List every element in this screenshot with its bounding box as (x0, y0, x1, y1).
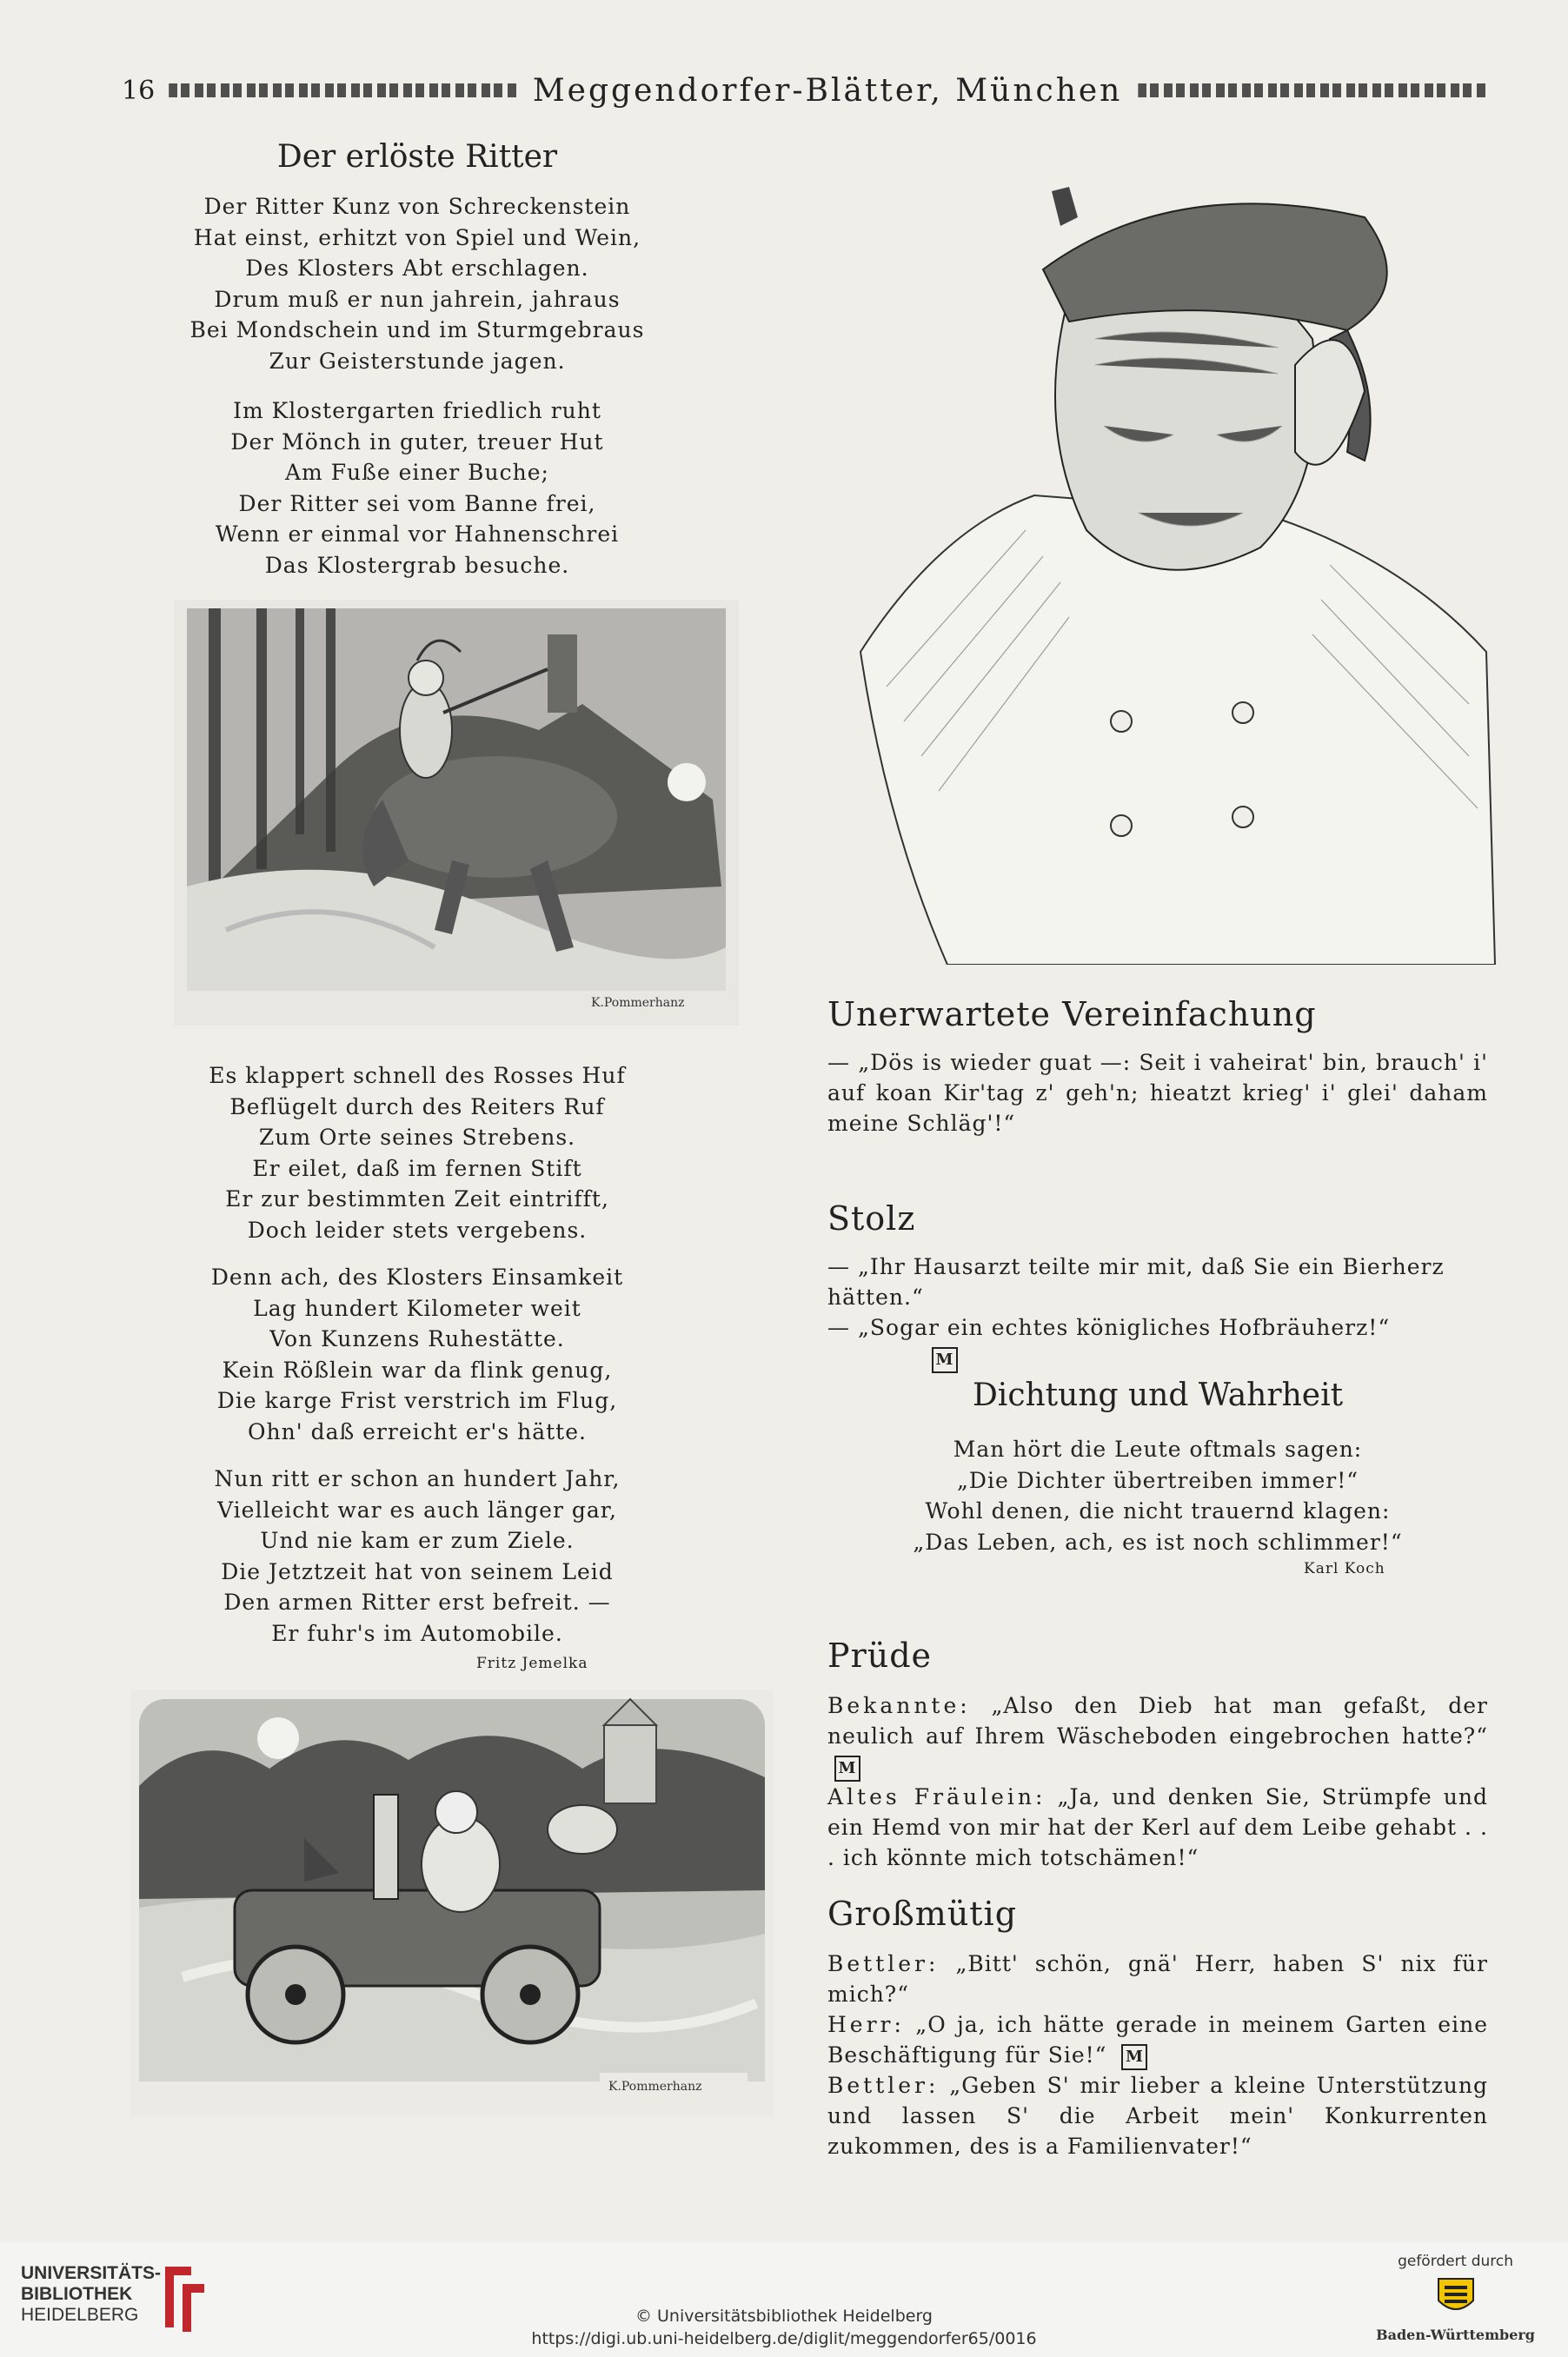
verse-line: Vielleicht war es auch länger gar, (217, 1497, 617, 1523)
verse-line: Kein Rößlein war da flink genug, (222, 1357, 613, 1383)
speaker-label: Bettler: (827, 2073, 940, 2098)
sponsor-block (1376, 2253, 1535, 2343)
section-title-dichtung: Dichtung und Wahrheit (972, 1378, 1344, 1413)
library-name-line: HEIDELBERG (21, 2305, 139, 2325)
dialogue-text: „Geben S' mir lieber a kleine Unterstützung und lassen S' die Arbeit mein' Konkurrenten zukommen, des is a Familienvater!“ (827, 2073, 1488, 2159)
stanza-3 (183, 1060, 652, 1245)
verse-line: Beflügelt durch des Reiters Ruf (229, 1093, 605, 1119)
dichtung-author: Karl Koch (1304, 1560, 1385, 1577)
dialogue-text: „Also den Dieb hat man gefaßt, der neulich auf Ihrem Wäscheboden eingebrochen hatte?“ (827, 1693, 1488, 1749)
verse-line: Lag hundert Kilometer weit (253, 1295, 581, 1321)
verse-line: Des Klosters Abt erschlagen. (245, 256, 589, 281)
stolz-line-2 (827, 1312, 1488, 1373)
text-grossmuetig (827, 1949, 1488, 2161)
magazine-title: Meggendorfer-Blätter, München (532, 72, 1123, 109)
sponsor-label: gefördert durch (1398, 2253, 1513, 2270)
section-title-pruede: Prüde (827, 1637, 933, 1675)
verse-line: Denn ach, des Klosters Einsamkeit (210, 1265, 624, 1290)
verse-line: Ohn' daß erreicht er's hätte. (248, 1418, 587, 1444)
verse-line: Zur Geisterstunde jagen. (269, 348, 566, 374)
automobile-illustration (130, 1690, 774, 2116)
verse-line: Drum muß er nun jahrein, jahraus (214, 286, 621, 312)
verse-line: Im Klostergarten friedlich ruht (233, 398, 601, 423)
verse-line: Wohl denen, die nicht trauernd klagen: (925, 1498, 1391, 1524)
speaker-label: Herr: (827, 2012, 905, 2037)
stolz-line-2-text: — „Sogar ein echtes königliches Hofbräuherz!“ (827, 1315, 1391, 1340)
verse-line: Er eilet, daß im fernen Stift (252, 1155, 582, 1181)
svg-text:K.Pommerhanz: K.Pommerhanz (608, 2080, 702, 2094)
stanza-5 (183, 1464, 652, 1649)
section-title-stolz: Stolz (827, 1199, 916, 1238)
poem-title: Der erlöste Ritter (276, 139, 558, 175)
verse-line: „Das Leben, ach, es ist noch schlimmer!“ (913, 1529, 1403, 1555)
verse-line: Wenn er einmal vor Hahnenschrei (215, 521, 620, 547)
coat-of-arms-icon (1425, 2270, 1486, 2322)
verse-line: „Die Dichter übertreiben immer!“ (956, 1467, 1359, 1493)
monogram-icon: M (1121, 2044, 1147, 2070)
text-stolz (827, 1252, 1488, 1373)
library-logo-icon (156, 2258, 209, 2340)
library-name-line: UNIVERSITÄTS- (21, 2263, 162, 2283)
stanza-2 (183, 395, 652, 581)
verse-line: Hat einst, erhitzt von Spiel und Wein, (193, 224, 641, 250)
verse-line: Der Ritter Kunz von Schreckenstein (203, 194, 631, 219)
old-man-portrait (808, 165, 1504, 965)
verse-line: Von Kunzens Ruhestätte. (269, 1326, 565, 1351)
library-name-line: BIBLIOTHEK (21, 2284, 133, 2304)
stolz-line-1: — „Ihr Hausarzt teilte mir mit, daß Sie ein Bierherz hätten.“ (827, 1254, 1445, 1310)
speaker-label: Altes Fräulein: (827, 1784, 1046, 1809)
verse-line: Die karge Frist verstrich im Flug, (216, 1388, 618, 1413)
dialogue-text: „Ja, und denken Sie, Strümpfe und ein Hemd von mir hat der Kerl auf dem Leibe gehabt . . . ich könnte mich totschämen!“ (827, 1784, 1489, 1870)
poem-author: Fritz Jemelka (476, 1655, 588, 1672)
header-ornament-right (1138, 83, 1486, 97)
verse-line: Den armen Ritter erst befreit. — (223, 1590, 611, 1615)
dialogue-text: „Bitt' schön, gnä' Herr, haben S' nix für mich?“ (827, 1951, 1488, 2007)
verse-line: Er zur bestimmten Zeit eintrifft, (225, 1186, 609, 1212)
verse-line: Der Ritter sei vom Banne frei, (238, 490, 596, 516)
verse-line: Die Jetztzeit hat von seinem Leid (221, 1558, 614, 1584)
verse-line: Zum Orte seines Strebens. (258, 1125, 576, 1150)
monogram-icon: M (932, 1347, 958, 1373)
library-footer (0, 2242, 1568, 2357)
verse-line: Am Fuße einer Buche; (285, 460, 549, 485)
verse-line: Nun ritt er schon an hundert Jahr, (214, 1466, 621, 1491)
sponsor-name: Baden-Württemberg (1376, 2327, 1535, 2343)
verse-line: Bei Mondschein und im Sturmgebraus (189, 317, 645, 342)
verse-line: Es klappert schnell des Rosses Huf (209, 1063, 626, 1088)
dialogue-text: „O ja, ich hätte gerade in meinem Garten eine Beschäftigung für Sie!“ (827, 2012, 1488, 2068)
page-header (122, 71, 1486, 110)
verse-line: Doch leider stets vergebens. (247, 1217, 588, 1243)
text-pruede (827, 1690, 1488, 1873)
stanza-1 (183, 191, 652, 376)
knight-illustration (174, 600, 739, 1026)
section-title-unerwartete: Unerwartete Vereinfachung (827, 995, 1317, 1033)
stanza-4 (183, 1262, 652, 1447)
source-url-link[interactable]: https://digi.ub.uni-heidelberg.de/diglit/meggendorfer65/0016 (531, 2329, 1037, 2348)
verse-line: Das Klostergrab besuche. (264, 552, 570, 578)
speaker-label: Bettler: (827, 1951, 940, 1976)
verse-line: Man hört die Leute oftmals sagen: (953, 1437, 1363, 1462)
text-unerwartete: — „Dös is wieder guat —: Seit i vaheirat' bin, brauch' i' auf koan Kir'tag z' geh'n; hieatzt krieg' i' glei' daham meine Schläg'!“ (827, 1050, 1488, 1136)
page-number: 16 (122, 75, 156, 106)
verse-line: Und nie kam er zum Ziele. (260, 1528, 575, 1553)
header-ornament-left (169, 83, 517, 97)
verse-line: Er fuhr's im Automobile. (271, 1620, 563, 1646)
copyright-text: © Universitätsbibliothek Heidelberg (635, 2307, 933, 2326)
speaker-label: Bekannte: (827, 1693, 971, 1718)
svg-text:K.Pommerhanz: K.Pommerhanz (591, 996, 685, 1010)
section-title-grossmuetig: Großmütig (827, 1895, 1018, 1933)
text-dichtung (827, 1434, 1488, 1557)
monogram-icon: M (834, 1756, 860, 1782)
verse-line: Der Mönch in guter, treuer Hut (230, 428, 604, 455)
